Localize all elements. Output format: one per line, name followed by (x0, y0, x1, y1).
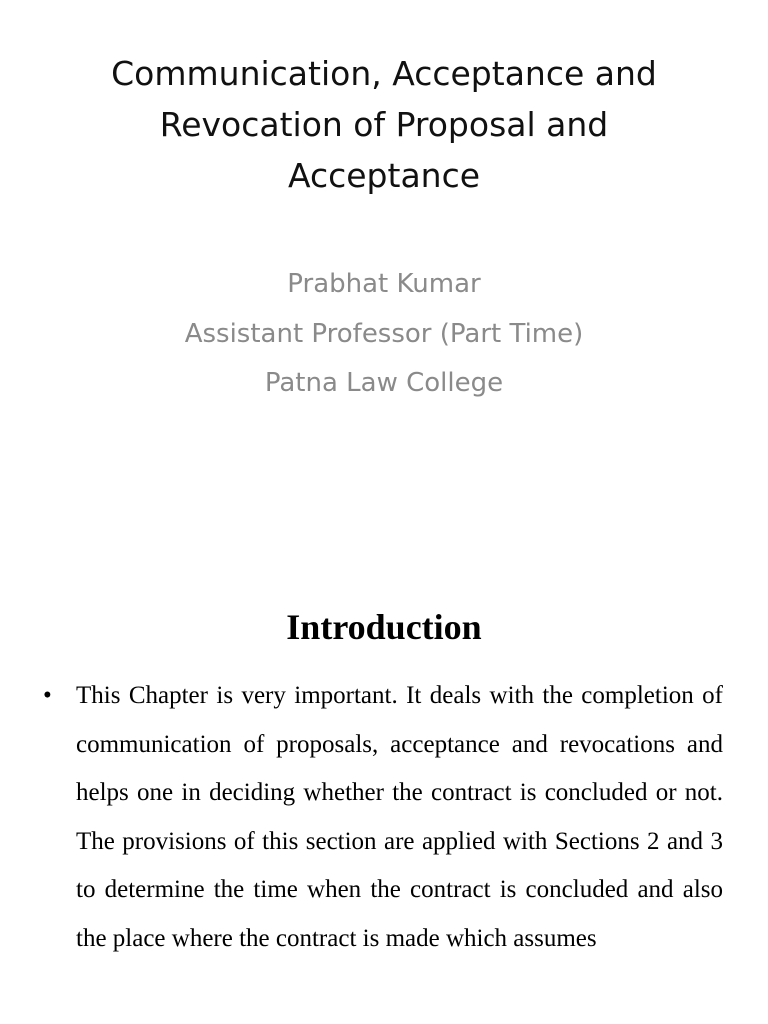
slide-heading: Introduction (286, 607, 482, 647)
bullet-text: This Chapter is very important. It deals with the completion of communication of proposals, acceptance and revocations and helps one in deciding whether the contract is concluded or not. The provisions of this section are applied with Sections 2 and 3 to determine the time when the contract is concluded and also the place where the contract is made which assumes (76, 682, 723, 952)
slide-title: Communication, Acceptance and Revocation of Proposal and Acceptance (111, 54, 657, 195)
author-position: Assistant Professor (Part Time) (184, 318, 584, 349)
bullet-list (43, 672, 723, 963)
bullet-point-icon: • (43, 682, 52, 709)
introduction-slide (0, 576, 768, 1024)
author-name: Prabhat Kumar (287, 269, 481, 299)
bullet-item (43, 672, 723, 963)
slide-subtitle (60, 260, 708, 409)
author-institution: Patna Law College (264, 368, 504, 398)
